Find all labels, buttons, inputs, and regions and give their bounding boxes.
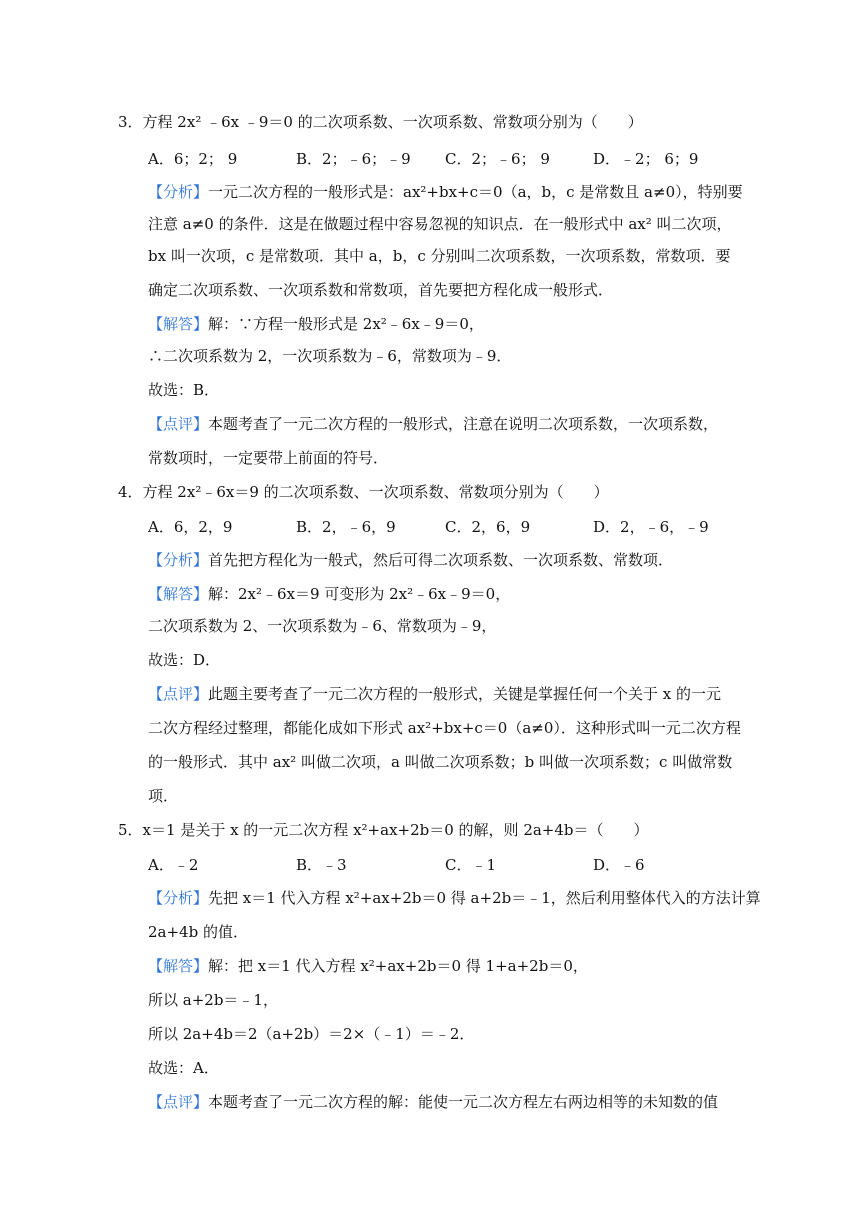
analysis-tag: 【分析】 xyxy=(148,183,209,201)
q5-answer-line-3: 所以 2a+4b＝2（a+2b）＝2×（﹣1）＝﹣2． xyxy=(148,1025,475,1043)
q4-comment-line-2: 二次方程经过整理，都能化成如下形式 ax²+bx+c＝0（a≠0）．这种形式叫一元二次方程 xyxy=(148,719,741,737)
answer-tag: 【解答】 xyxy=(148,315,209,333)
q3-analysis-line-1: 【分析】一元二次方程的一般形式是：ax²+bx+c＝0（a，b，c 是常数且 a≠0），特别要 xyxy=(148,183,743,201)
q4-answer-line-1: 【解答】解：2x²﹣6x＝9 可变形为 2x²﹣6x﹣9＝0， xyxy=(148,585,511,603)
q3-answer-line-2: ∴二次项系数为 2，一次项系数为﹣6，常数项为﹣9． xyxy=(148,347,512,365)
q3-answer-line-1: 【解答】解：∵方程一般形式是 2x²﹣6x﹣9＝0， xyxy=(148,315,484,333)
q5-answer-line-1: 【解答】解：把 x＝1 代入方程 x²+ax+2b＝0 得 1+a+2b＝0， xyxy=(148,957,588,975)
q3-analysis-line-3: bx 叫一次项，c 是常数项．其中 a，b，c 分别叫二次项系数，一次项系数，常数项．要 xyxy=(148,247,731,265)
q4-option-a: A．6，2，9 xyxy=(148,518,233,536)
q3-option-b: B．2；﹣6；﹣9 xyxy=(296,150,411,168)
q5-analysis-line-1: 【分析】先把 x＝1 代入方程 x²+ax+2b＝0 得 a+2b＝﹣1，然后利用整体代入的方法计算 xyxy=(148,889,761,907)
comment-tag: 【点评】 xyxy=(148,1093,209,1111)
analysis-tag: 【分析】 xyxy=(148,889,209,907)
q3-comment-line-2: 常数项时，一定要带上前面的符号． xyxy=(148,449,389,467)
q4-analysis-line-1: 【分析】首先把方程化为一般式，然后可得二次项系数、一次项系数、常数项． xyxy=(148,551,674,569)
q4-comment-line-4: 项． xyxy=(148,787,179,805)
answer-tag: 【解答】 xyxy=(148,585,209,603)
q4-comment-line-1: 【点评】此题主要考查了一元二次方程的一般形式，关键是掌握任何一个关于 x 的一元 xyxy=(148,685,722,703)
q4-comment-line-3: 的一般形式．其中 ax² 叫做二次项，a 叫做二次项系数；b 叫做一次项系数；c 叫做常数 xyxy=(148,753,733,771)
q3-analysis-line-2: 注意 a≠0 的条件．这是在做题过程中容易忽视的知识点．在一般形式中 ax² 叫二次项， xyxy=(148,215,732,233)
q5-answer-line-2: 所以 a+2b＝﹣1， xyxy=(148,991,278,1009)
q3-answer-line-3: 故选：B． xyxy=(148,381,220,399)
q4-answer-line-3: 故选：D． xyxy=(148,651,221,669)
q3-analysis-line-4: 确定二次项系数、一次项系数和常数项，首先要把方程化成一般形式． xyxy=(148,281,614,299)
q4-option-b: B．2，﹣6，9 xyxy=(296,518,396,536)
answer-tag: 【解答】 xyxy=(148,957,209,975)
comment-tag: 【点评】 xyxy=(148,415,209,433)
q3-comment-line-1: 【点评】本题考查了一元二次方程的一般形式，注意在说明二次项系数，一次项系数， xyxy=(148,415,719,433)
q5-comment-line-1: 【点评】本题考查了一元二次方程的解：能使一元二次方程左右两边相等的未知数的值 xyxy=(148,1093,719,1111)
q5-stem: 5．x＝1 是关于 x 的一元二次方程 x²+ax+2b＝0 的解，则 2a+4b＝（ ） xyxy=(118,821,649,839)
q5-answer-line-4: 故选：A． xyxy=(148,1059,219,1077)
q4-option-d: D．2，﹣6，﹣9 xyxy=(593,518,709,536)
q5-option-c: C．﹣1 xyxy=(445,856,497,874)
q3-option-d: D．﹣2； 6；9 xyxy=(593,150,699,168)
comment-tag: 【点评】 xyxy=(148,685,209,703)
q3-option-a: A．6；2； 9 xyxy=(148,150,238,168)
q3-stem: 3．方程 2x² ﹣6x ﹣9＝0 的二次项系数、一次项系数、常数项分别为（ ） xyxy=(118,113,643,131)
q3-option-c: C．2；﹣6； 9 xyxy=(445,150,550,168)
q5-option-a: A．﹣2 xyxy=(148,856,199,874)
q5-option-d: D．﹣6 xyxy=(593,856,645,874)
q5-analysis-line-2: 2a+4b 的值． xyxy=(148,923,248,941)
q4-stem: 4．方程 2x²﹣6x＝9 的二次项系数、一次项系数、常数项分别为（ ） xyxy=(118,483,609,501)
q4-answer-line-2: 二次项系数为 2、一次项系数为﹣6、常数项为﹣9， xyxy=(148,617,497,635)
analysis-tag: 【分析】 xyxy=(148,551,209,569)
q4-option-c: C．2，6，9 xyxy=(445,518,531,536)
q5-option-b: B．﹣3 xyxy=(296,856,347,874)
